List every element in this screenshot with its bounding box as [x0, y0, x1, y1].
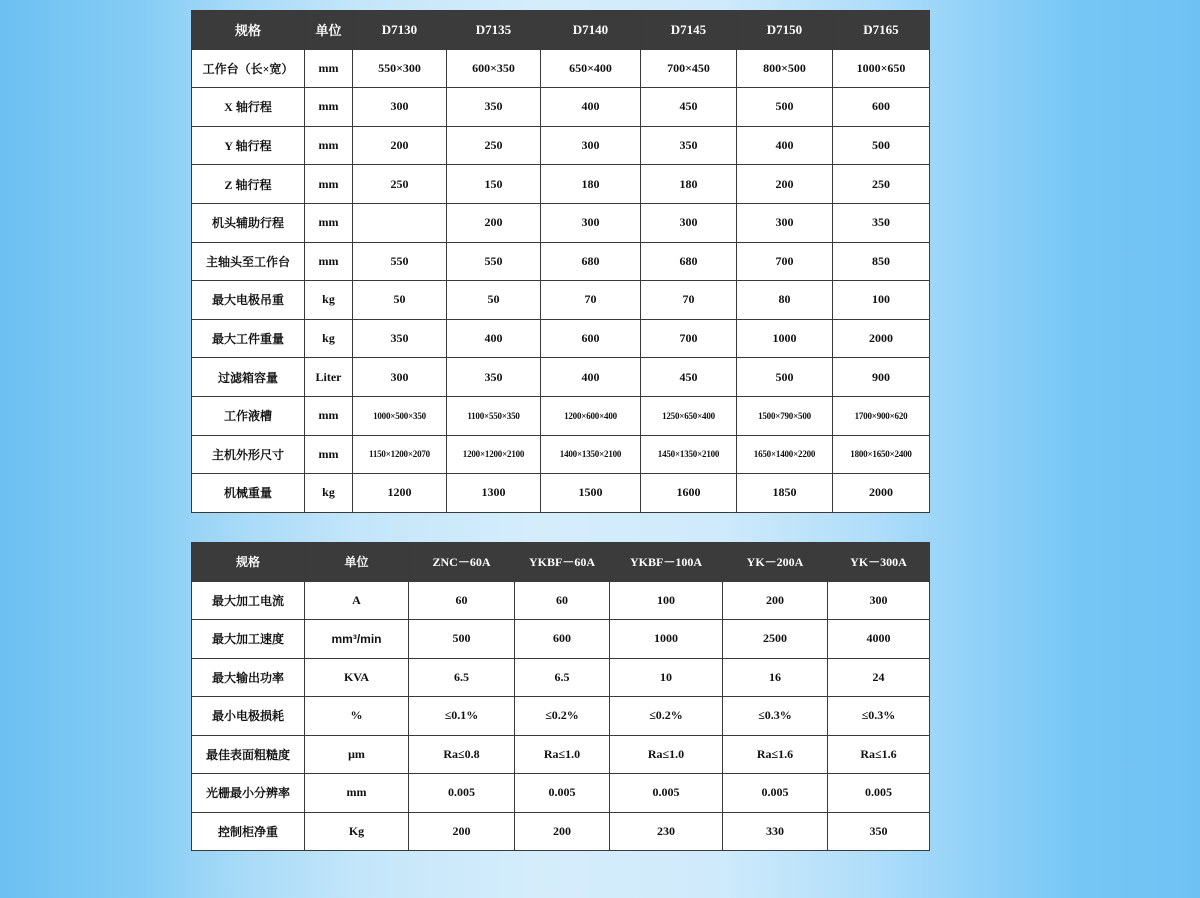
value-cell: 50: [353, 281, 447, 320]
unit-cell: mm: [305, 126, 353, 165]
table-row: [192, 812, 930, 851]
unit-cell: mm: [305, 242, 353, 281]
value-cell: 500: [737, 88, 833, 127]
table-row: [192, 319, 930, 358]
table-row: [192, 581, 930, 620]
value-cell: 200: [353, 126, 447, 165]
row-label: 工作液槽: [192, 396, 305, 435]
value-cell: 500: [409, 620, 515, 659]
unit-cell: %: [305, 697, 409, 736]
table-header-row: [192, 543, 930, 582]
value-cell: 1200: [353, 474, 447, 513]
value-cell: 550: [447, 242, 541, 281]
value-cell: 2000: [833, 319, 930, 358]
value-cell: 1800×1650×2400: [833, 435, 930, 474]
value-cell: Ra≤1.6: [723, 735, 828, 774]
value-cell: 70: [541, 281, 641, 320]
table-row: [192, 735, 930, 774]
value-cell: 330: [723, 812, 828, 851]
value-cell: 600×350: [447, 49, 541, 88]
row-label: 主机外形尺寸: [192, 435, 305, 474]
column-header: D7130: [353, 11, 447, 50]
power-supply-spec-table: [191, 542, 930, 851]
value-cell: 600: [515, 620, 610, 659]
value-cell: 400: [541, 88, 641, 127]
value-cell: 900: [833, 358, 930, 397]
value-cell: 250: [353, 165, 447, 204]
value-cell: 550: [353, 242, 447, 281]
value-cell: 1200×600×400: [541, 396, 641, 435]
unit-cell: Liter: [305, 358, 353, 397]
value-cell: 200: [409, 812, 515, 851]
value-cell: 300: [541, 126, 641, 165]
value-cell: 0.005: [409, 774, 515, 813]
row-label: 机头辅助行程: [192, 203, 305, 242]
table-row: [192, 774, 930, 813]
column-header: D7140: [541, 11, 641, 50]
table-row: [192, 620, 930, 659]
column-header: 单位: [305, 11, 353, 50]
value-cell: 700: [737, 242, 833, 281]
value-cell: 250: [833, 165, 930, 204]
value-cell: Ra≤1.0: [515, 735, 610, 774]
value-cell: 1000×650: [833, 49, 930, 88]
table-row: [192, 396, 930, 435]
value-cell: 4000: [828, 620, 930, 659]
value-cell: 80: [737, 281, 833, 320]
table-row: [192, 474, 930, 513]
value-cell: 200: [447, 203, 541, 242]
value-cell: 300: [828, 581, 930, 620]
value-cell: 300: [541, 203, 641, 242]
value-cell: ≤0.2%: [515, 697, 610, 736]
value-cell: 350: [447, 358, 541, 397]
value-cell: 100: [610, 581, 723, 620]
value-cell: 50: [447, 281, 541, 320]
unit-cell: kg: [305, 319, 353, 358]
value-cell: 300: [353, 358, 447, 397]
row-label: 光栅最小分辨率: [192, 774, 305, 813]
value-cell: 1600: [641, 474, 737, 513]
value-cell: 300: [353, 88, 447, 127]
column-header: ZNC－60A: [409, 543, 515, 582]
value-cell: ≤0.3%: [828, 697, 930, 736]
column-header: YK－300A: [828, 543, 930, 582]
row-label: 工作台（长×宽）: [192, 49, 305, 88]
unit-cell: KVA: [305, 658, 409, 697]
value-cell: 680: [641, 242, 737, 281]
row-label: 最大输出功率: [192, 658, 305, 697]
value-cell: ≤0.3%: [723, 697, 828, 736]
value-cell: 350: [447, 88, 541, 127]
value-cell: 1450×1350×2100: [641, 435, 737, 474]
value-cell: [353, 203, 447, 242]
table-row: [192, 242, 930, 281]
column-header: 单位: [305, 543, 409, 582]
value-cell: 0.005: [610, 774, 723, 813]
row-label: 机械重量: [192, 474, 305, 513]
value-cell: 2000: [833, 474, 930, 513]
value-cell: 60: [409, 581, 515, 620]
value-cell: 450: [641, 358, 737, 397]
table-row: [192, 281, 930, 320]
value-cell: 100: [833, 281, 930, 320]
edm-machine-spec-table: [191, 10, 930, 513]
value-cell: 10: [610, 658, 723, 697]
row-label: 最大电极吊重: [192, 281, 305, 320]
unit-cell: mm: [305, 435, 353, 474]
value-cell: 200: [515, 812, 610, 851]
value-cell: 150: [447, 165, 541, 204]
value-cell: 0.005: [515, 774, 610, 813]
row-label: 最大加工电流: [192, 581, 305, 620]
row-label: 控制柜净重: [192, 812, 305, 851]
value-cell: 1850: [737, 474, 833, 513]
column-header: 规格: [192, 11, 305, 50]
value-cell: 230: [610, 812, 723, 851]
unit-cell: mm: [305, 88, 353, 127]
unit-cell: mm: [305, 396, 353, 435]
value-cell: 800×500: [737, 49, 833, 88]
row-label: X 轴行程: [192, 88, 305, 127]
table-row: [192, 658, 930, 697]
value-cell: 600: [833, 88, 930, 127]
value-cell: 200: [723, 581, 828, 620]
row-label: Z 轴行程: [192, 165, 305, 204]
row-label: Y 轴行程: [192, 126, 305, 165]
value-cell: 1700×900×620: [833, 396, 930, 435]
unit-cell: A: [305, 581, 409, 620]
value-cell: 1650×1400×2200: [737, 435, 833, 474]
value-cell: ≤0.1%: [409, 697, 515, 736]
table-row: [192, 203, 930, 242]
unit-cell: mm: [305, 49, 353, 88]
value-cell: 450: [641, 88, 737, 127]
value-cell: Ra≤1.0: [610, 735, 723, 774]
value-cell: ≤0.2%: [610, 697, 723, 736]
value-cell: 180: [541, 165, 641, 204]
unit-cell: Kg: [305, 812, 409, 851]
row-label: 最大加工速度: [192, 620, 305, 659]
column-header: YKBF－100A: [610, 543, 723, 582]
value-cell: 700×450: [641, 49, 737, 88]
value-cell: 1200×1200×2100: [447, 435, 541, 474]
unit-cell: mm: [305, 203, 353, 242]
value-cell: 300: [641, 203, 737, 242]
value-cell: Ra≤1.6: [828, 735, 930, 774]
value-cell: 600: [541, 319, 641, 358]
column-header: D7150: [737, 11, 833, 50]
column-header: YKBF－60A: [515, 543, 610, 582]
value-cell: Ra≤0.8: [409, 735, 515, 774]
unit-cell: μm: [305, 735, 409, 774]
table-row: [192, 126, 930, 165]
value-cell: 1150×1200×2070: [353, 435, 447, 474]
value-cell: 16: [723, 658, 828, 697]
value-cell: 1100×550×350: [447, 396, 541, 435]
value-cell: 1300: [447, 474, 541, 513]
value-cell: 500: [737, 358, 833, 397]
value-cell: 180: [641, 165, 737, 204]
unit-cell: kg: [305, 474, 353, 513]
value-cell: 550×300: [353, 49, 447, 88]
column-header: YK－200A: [723, 543, 828, 582]
value-cell: 350: [833, 203, 930, 242]
table-row: [192, 88, 930, 127]
value-cell: 350: [641, 126, 737, 165]
value-cell: 1500×790×500: [737, 396, 833, 435]
unit-cell: mm: [305, 165, 353, 204]
value-cell: 70: [641, 281, 737, 320]
value-cell: 6.5: [515, 658, 610, 697]
value-cell: 300: [737, 203, 833, 242]
unit-cell: mm³/min: [305, 620, 409, 659]
value-cell: 1000×500×350: [353, 396, 447, 435]
value-cell: 400: [541, 358, 641, 397]
value-cell: 1500: [541, 474, 641, 513]
row-label: 最佳表面粗糙度: [192, 735, 305, 774]
value-cell: 6.5: [409, 658, 515, 697]
table-row: [192, 49, 930, 88]
value-cell: 680: [541, 242, 641, 281]
table-row: [192, 435, 930, 474]
value-cell: 400: [737, 126, 833, 165]
column-header: D7135: [447, 11, 541, 50]
value-cell: 650×400: [541, 49, 641, 88]
value-cell: 350: [828, 812, 930, 851]
value-cell: 2500: [723, 620, 828, 659]
value-cell: 0.005: [723, 774, 828, 813]
value-cell: 24: [828, 658, 930, 697]
row-label: 最大工件重量: [192, 319, 305, 358]
unit-cell: mm: [305, 774, 409, 813]
column-header: 规格: [192, 543, 305, 582]
value-cell: 1250×650×400: [641, 396, 737, 435]
table-header-row: [192, 11, 930, 50]
value-cell: 1000: [610, 620, 723, 659]
value-cell: 500: [833, 126, 930, 165]
column-header: D7145: [641, 11, 737, 50]
value-cell: 350: [353, 319, 447, 358]
column-header: D7165: [833, 11, 930, 50]
value-cell: 850: [833, 242, 930, 281]
unit-cell: kg: [305, 281, 353, 320]
value-cell: 1400×1350×2100: [541, 435, 641, 474]
value-cell: 250: [447, 126, 541, 165]
row-label: 最小电极损耗: [192, 697, 305, 736]
row-label: 过滤箱容量: [192, 358, 305, 397]
value-cell: 400: [447, 319, 541, 358]
row-label: 主轴头至工作台: [192, 242, 305, 281]
value-cell: 700: [641, 319, 737, 358]
value-cell: 200: [737, 165, 833, 204]
value-cell: 60: [515, 581, 610, 620]
table-row: [192, 697, 930, 736]
value-cell: 0.005: [828, 774, 930, 813]
table-row: [192, 358, 930, 397]
value-cell: 1000: [737, 319, 833, 358]
table-row: [192, 165, 930, 204]
